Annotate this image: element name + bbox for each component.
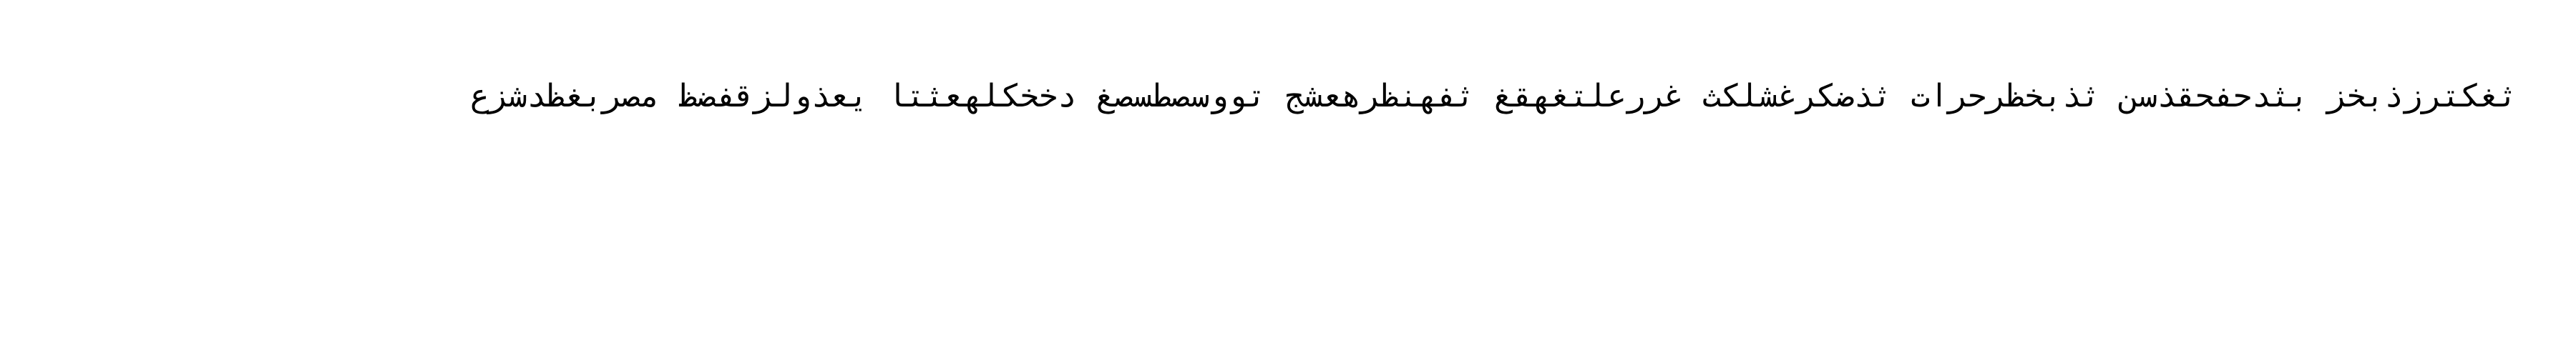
arabic-text-line: ثغكترزذبخز بثدحفحقذسن ثذبخظرحرات ثذضكرغشلكث غررعلتغهقغ ثفهنظرهعشج تووسصطسصغ دخخكلهعثتا يعذولزقفضظ مصربغظدشزع [470,78,2517,114]
